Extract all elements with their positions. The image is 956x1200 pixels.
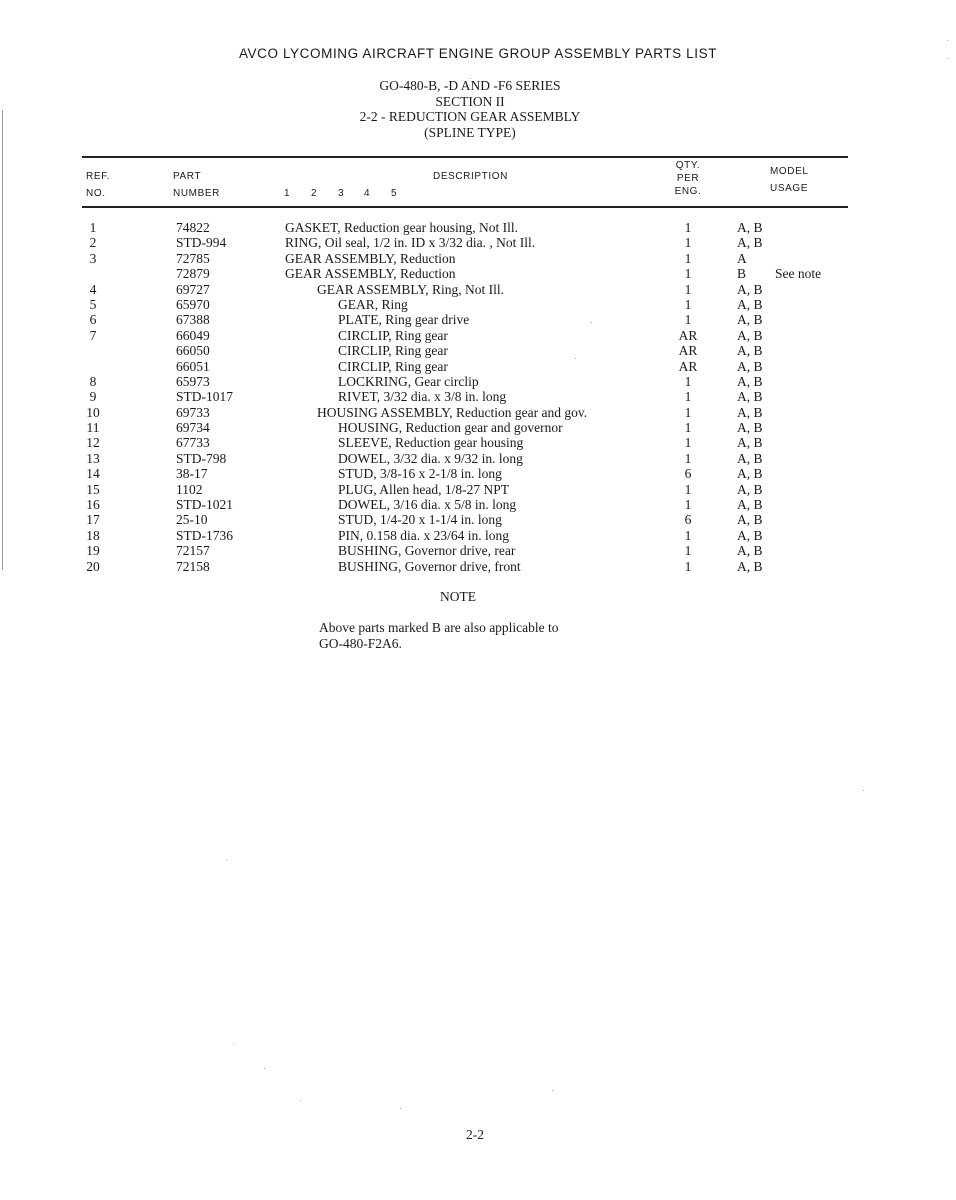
description-cell: RIVET, 3/32 dia. x 3/8 in. long [338, 389, 507, 405]
scan-speck [863, 790, 864, 791]
description-cell: DOWEL, 3/16 dia. x 5/8 in. long [338, 497, 517, 513]
qty-cell: 1 [684, 527, 692, 543]
part-number-cell: 67733 [176, 435, 210, 451]
model-usage-cell: B [737, 266, 747, 282]
scan-speck [947, 40, 948, 41]
figure-title: 2-2 - REDUCTION GEAR ASSEMBLY [359, 109, 581, 124]
description-cell: CIRCLIP, Ring gear [338, 343, 448, 359]
qty-cell: 1 [684, 420, 692, 436]
table-row [0, 235, 956, 250]
description-cell: HOUSING ASSEMBLY, Reduction gear and gov. [317, 404, 588, 420]
qty-cell: 1 [684, 481, 692, 497]
table-row [0, 435, 956, 450]
qty-cell: 1 [684, 312, 692, 328]
column-header-description: DESCRIPTION [433, 171, 508, 182]
part-number-cell: STD-1736 [176, 527, 233, 543]
description-cell: HOUSING, Reduction gear and governor [338, 420, 563, 436]
table-row [0, 359, 956, 374]
qty-cell: 1 [684, 497, 692, 513]
note-title: NOTE [440, 589, 476, 604]
document-header: AVCO LYCOMING AIRCRAFT ENGINE GROUP ASSEMBLY PARTS LIST [238, 46, 718, 61]
qty-cell: 1 [684, 281, 692, 297]
part-number-cell: STD-798 [176, 450, 227, 466]
table-row [0, 451, 956, 466]
description-cell: STUD, 3/8-16 x 2-1/8 in. long [338, 466, 502, 482]
ref-cell: 19 [86, 543, 100, 559]
qty-cell: 1 [684, 266, 692, 282]
model-usage-cell: A, B [737, 481, 763, 497]
ref-cell: 7 [89, 327, 97, 343]
qty-cell: 1 [684, 558, 692, 574]
ref-cell: 17 [86, 512, 100, 528]
description-cell: GEAR ASSEMBLY, Reduction [285, 250, 456, 266]
part-number-cell: 25-10 [176, 512, 208, 528]
table-row [0, 343, 956, 358]
model-usage-cell: A, B [737, 450, 763, 466]
section-title: SECTION II [435, 93, 505, 109]
ref-cell: 14 [86, 466, 100, 482]
part-number-cell: 67388 [176, 312, 210, 328]
ref-cell: 6 [89, 312, 97, 328]
qty-cell: 1 [684, 235, 692, 251]
table-row [0, 312, 956, 327]
model-usage-cell: A, B [737, 420, 763, 436]
model-usage-cell: A, B [737, 543, 763, 559]
table-row [0, 543, 956, 558]
description-cell: PIN, 0.158 dia. x 23/64 in. long [338, 527, 509, 543]
qty-cell: 1 [684, 435, 692, 451]
model-usage-cell: A, B [737, 373, 763, 389]
ref-cell: 13 [86, 450, 100, 466]
part-number-cell: 65973 [176, 373, 210, 389]
table-row [0, 374, 956, 389]
part-number-cell: 72879 [176, 266, 210, 282]
ref-cell: 15 [86, 481, 100, 497]
qty-cell: AR [678, 327, 698, 343]
table-row [0, 528, 956, 543]
qty-cell: 1 [684, 373, 692, 389]
part-number-cell: 66051 [176, 358, 210, 374]
qty-cell: 1 [684, 296, 692, 312]
qty-cell: 1 [684, 389, 692, 405]
column-header-ref: REF. NO. [86, 171, 111, 199]
scan-speck [552, 1090, 553, 1091]
section-title-block [0, 78, 940, 140]
model-usage-cell: A, B [737, 389, 763, 405]
model-usage-cell: A, B [737, 312, 763, 328]
part-number-cell: 66050 [176, 343, 210, 359]
qty-cell: 1 [684, 220, 692, 235]
description-cell: SLEEVE, Reduction gear housing [338, 435, 524, 451]
scan-speck [226, 860, 227, 861]
description-cell: CIRCLIP, Ring gear [338, 358, 448, 374]
part-number-cell: 65970 [176, 296, 210, 312]
table-row [0, 220, 956, 235]
row-note-cell: See note [775, 266, 822, 282]
model-usage-cell: A, B [737, 220, 763, 235]
table-top-rule [82, 156, 848, 158]
table-row [0, 266, 956, 281]
qty-cell: 1 [684, 450, 692, 466]
model-usage-cell: A, B [737, 358, 763, 374]
part-number-cell: 72157 [176, 543, 210, 559]
page-number: 2-2 [466, 1127, 484, 1142]
description-cell: GEAR, Ring [338, 296, 408, 312]
scan-speck [400, 1108, 401, 1109]
description-cell: RING, Oil seal, 1/2 in. ID x 3/32 dia. , Not Ill. [285, 235, 536, 251]
part-number-cell: 72785 [176, 250, 210, 266]
table-row [0, 405, 956, 420]
ref-cell: 1 [89, 220, 97, 235]
table-row [0, 512, 956, 527]
ref-cell: 5 [89, 296, 97, 312]
part-number-cell: 69727 [176, 281, 210, 297]
part-number-cell: 69734 [176, 420, 210, 436]
ref-cell: 3 [89, 250, 97, 266]
model-usage-cell: A, B [737, 235, 763, 251]
description-cell: BUSHING, Governor drive, front [338, 558, 521, 574]
ref-cell: 12 [86, 435, 100, 451]
ref-cell: 16 [86, 497, 100, 513]
part-number-cell: STD-994 [176, 235, 227, 251]
qty-cell: 1 [684, 543, 692, 559]
part-number-cell: STD-1021 [176, 497, 233, 513]
scan-speck [300, 1100, 301, 1101]
table-row [0, 297, 956, 312]
model-usage-cell: A, B [737, 527, 763, 543]
model-usage-cell: A, B [737, 327, 763, 343]
table-row [0, 328, 956, 343]
qty-cell: AR [678, 358, 698, 374]
part-number-cell: 1102 [176, 481, 203, 497]
part-number-cell: 38-17 [176, 466, 208, 482]
ref-cell: 20 [86, 558, 100, 574]
description-cell: GEAR ASSEMBLY, Ring, Not Ill. [317, 281, 505, 297]
description-cell: BUSHING, Governor drive, rear [338, 543, 516, 559]
ref-cell: 8 [89, 373, 97, 389]
model-usage-cell: A, B [737, 558, 763, 574]
qty-cell: 1 [684, 404, 692, 420]
model-usage-cell: A, B [737, 281, 763, 297]
scan-speck [264, 1068, 265, 1069]
description-cell: LOCKRING, Gear circlip [338, 373, 479, 389]
table-row [0, 466, 956, 481]
qty-cell: 1 [684, 250, 692, 266]
ref-cell: 4 [89, 281, 97, 297]
table-row [0, 389, 956, 404]
qty-cell: 6 [684, 466, 692, 482]
model-usage-cell: A, B [737, 466, 763, 482]
table-row [0, 482, 956, 497]
part-number-cell: 74822 [176, 220, 210, 235]
parts-table-body [0, 220, 956, 574]
table-row [0, 497, 956, 512]
figure-subtitle: (SPLINE TYPE) [424, 124, 516, 140]
model-usage-cell: A, B [737, 497, 763, 513]
description-cell: CIRCLIP, Ring gear [338, 327, 448, 343]
scan-speck [233, 1043, 234, 1044]
qty-cell: 6 [684, 512, 692, 528]
ref-cell: 18 [86, 527, 100, 543]
series-title: GO-480-B, -D AND -F6 SERIES [379, 78, 561, 93]
column-header-qty: QTY. PER ENG. [674, 160, 702, 197]
model-usage-cell: A, B [737, 343, 763, 359]
description-cell: DOWEL, 3/32 dia. x 9/32 in. long [338, 450, 523, 466]
table-row [0, 251, 956, 266]
table-row [0, 559, 956, 574]
column-header-part: PART NUMBER [173, 171, 220, 199]
part-number-cell: STD-1017 [176, 389, 233, 405]
column-header-model: MODEL USAGE [770, 166, 809, 194]
description-cell: PLATE, Ring gear drive [338, 312, 470, 328]
ref-cell: 2 [89, 235, 97, 251]
model-usage-cell: A, B [737, 512, 763, 528]
model-usage-cell: A, B [737, 435, 763, 451]
note-text: Above parts marked B are also applicable to GO-480-F2A6. [319, 620, 559, 651]
table-row [0, 420, 956, 435]
description-cell: GASKET, Reduction gear housing, Not Ill. [285, 220, 518, 235]
qty-cell: AR [678, 343, 698, 359]
model-usage-cell: A [737, 250, 747, 266]
part-number-cell: 72158 [176, 558, 210, 574]
description-cell: STUD, 1/4-20 x 1-1/4 in. long [338, 512, 502, 528]
part-number-cell: 66049 [176, 327, 210, 343]
part-number-cell: 69733 [176, 404, 210, 420]
model-usage-cell: A, B [737, 404, 763, 420]
table-row [0, 282, 956, 297]
ref-cell: 11 [86, 420, 100, 436]
ref-cell: 9 [89, 389, 97, 405]
description-cell: PLUG, Allen head, 1/8-27 NPT [338, 481, 509, 497]
ref-cell: 10 [86, 404, 100, 420]
description-cell: GEAR ASSEMBLY, Reduction [285, 266, 456, 282]
model-usage-cell: A, B [737, 296, 763, 312]
table-header-rule [82, 206, 848, 208]
